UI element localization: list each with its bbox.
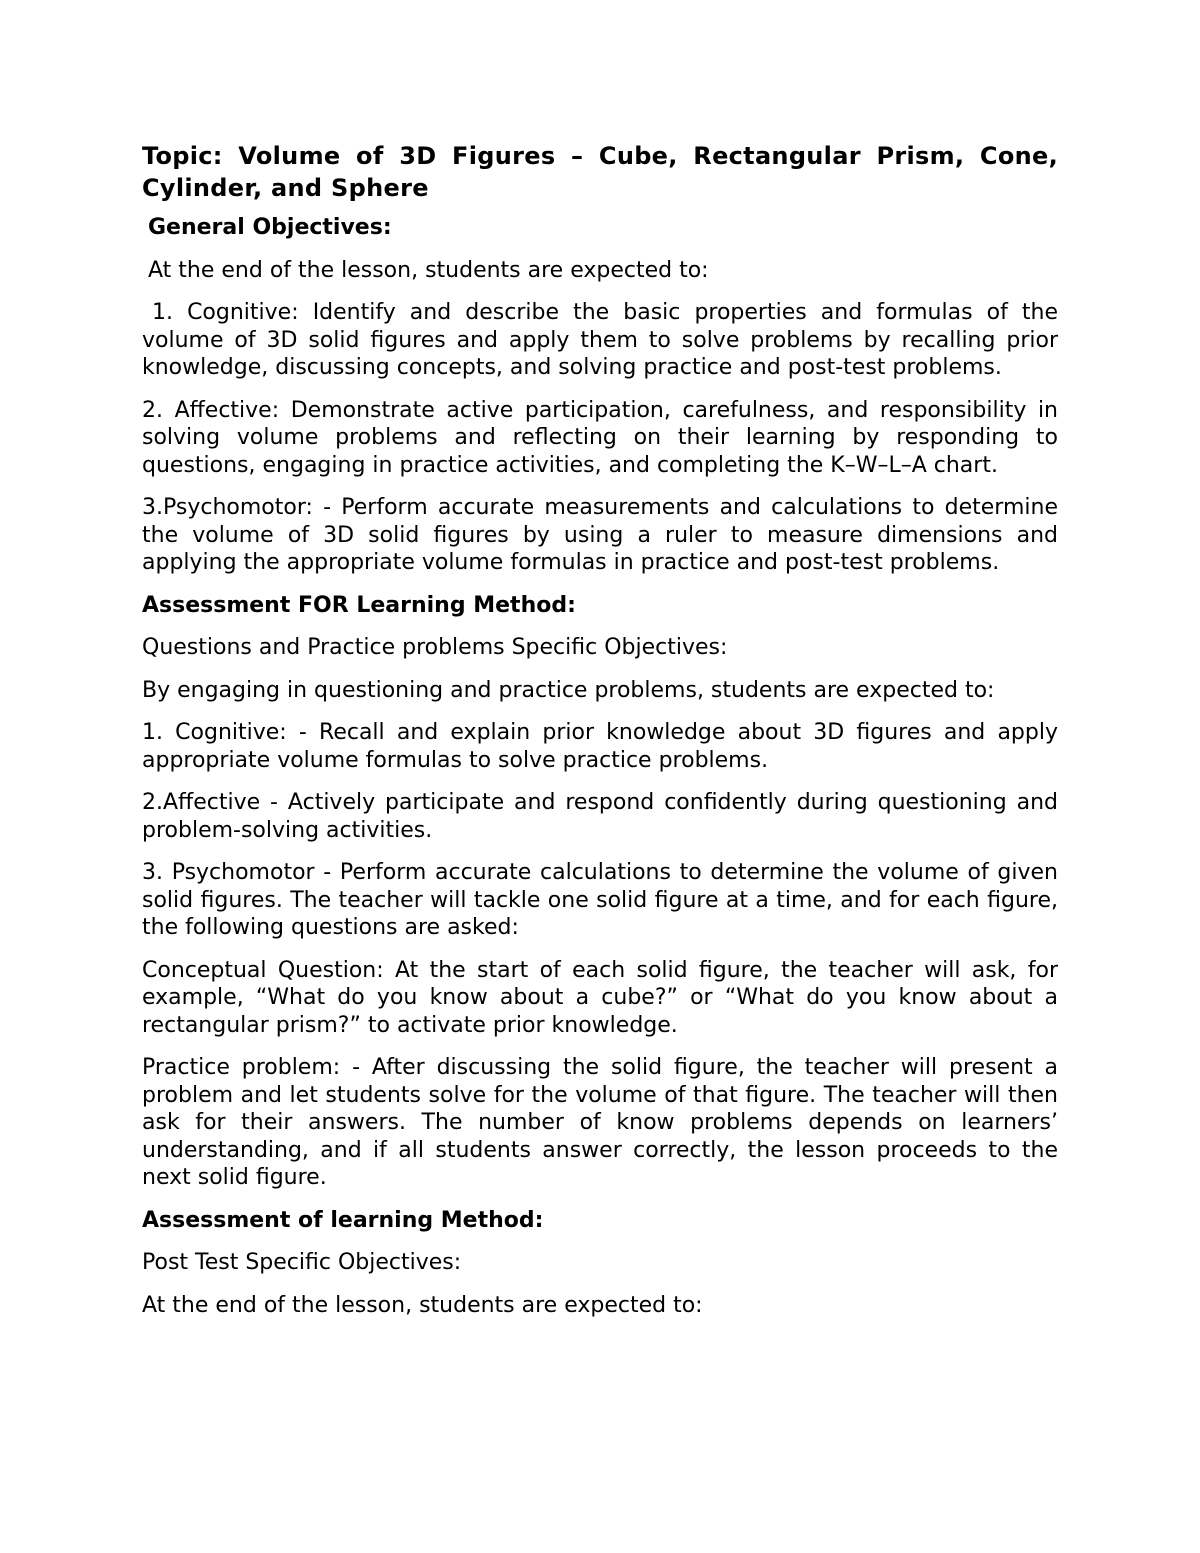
general-objective-psychomotor: 3.Psychomotor: - Perform accurate measurements and calculations to determine the volume of 3D solid figures by using a ruler to measure dimensions and applying the appropriate volume formulas in practice and post-test problems.: [142, 495, 1058, 575]
assessment-of-intro: At the end of the lesson, students are expected to:: [142, 1292, 703, 1318]
assessment-for-subtitle: Questions and Practice problems Specific Objectives:: [142, 635, 728, 660]
assessment-for-intro: By engaging in questioning and practice problems, students are expected to:: [142, 677, 995, 703]
general-objective-cognitive: [142, 299, 1058, 382]
general-objective-cognitive-text: 1. Cognitive: Identify and describe the basic properties and formulas of the volume of 3D solid figures and apply them to solve problems by recalling prior knowledge, discussing concepts, and solving practice and post-test problems.: [142, 300, 1058, 380]
assessment-of-heading: Assessment of learning Method:: [142, 1207, 544, 1233]
conceptual-question-paragraph: Conceptual Question: At the start of each solid figure, the teacher will ask, for example, “What do you know about a cube?” or “What do you know about a rectangular prism?” to activate prior knowledge.: [142, 957, 1058, 1038]
general-objectives-heading: General Objectives:: [148, 215, 392, 240]
document-page: [142, 140, 1058, 1334]
assessment-of-subtitle: Post Test Specific Objectives:: [142, 1250, 462, 1275]
general-objective-affective: 2. Affective: Demonstrate active participation, carefulness, and responsibility in solving volume problems and reflecting on their learning by responding to questions, engaging in practice activities, and completing the K–W–L–A chart.: [142, 397, 1058, 478]
assessment-for-cognitive: 1. Cognitive: - Recall and explain prior knowledge about 3D figures and apply appropriate volume formulas to solve practice problems.: [142, 720, 1058, 773]
practice-problem-paragraph: Practice problem: - After discussing the solid figure, the teacher will present a problem and let students solve for the volume of that figure. The teacher will then ask for their answers. The number of know problems depends on learners’ understanding, and if all students answer correctly, the lesson proceeds to the next solid figure.: [142, 1055, 1058, 1190]
assessment-for-psychomotor: 3. Psychomotor - Perform accurate calculations to determine the volume of given solid figures. The teacher will tackle one solid figure at a time, and for each figure, the following questions are asked:: [142, 860, 1058, 940]
assessment-for-affective: 2.Affective - Actively participate and respond confidently during questioning and problem-solving activities.: [142, 790, 1058, 843]
assessment-for-heading: Assessment FOR Learning Method:: [142, 592, 576, 618]
document-title: Topic: Volume of 3D Figures – Cube, Rectangular Prism, Cone, Cylinder, and Sphere: [142, 142, 1058, 202]
general-objectives-intro: At the end of the lesson, students are expected to:: [148, 257, 709, 283]
